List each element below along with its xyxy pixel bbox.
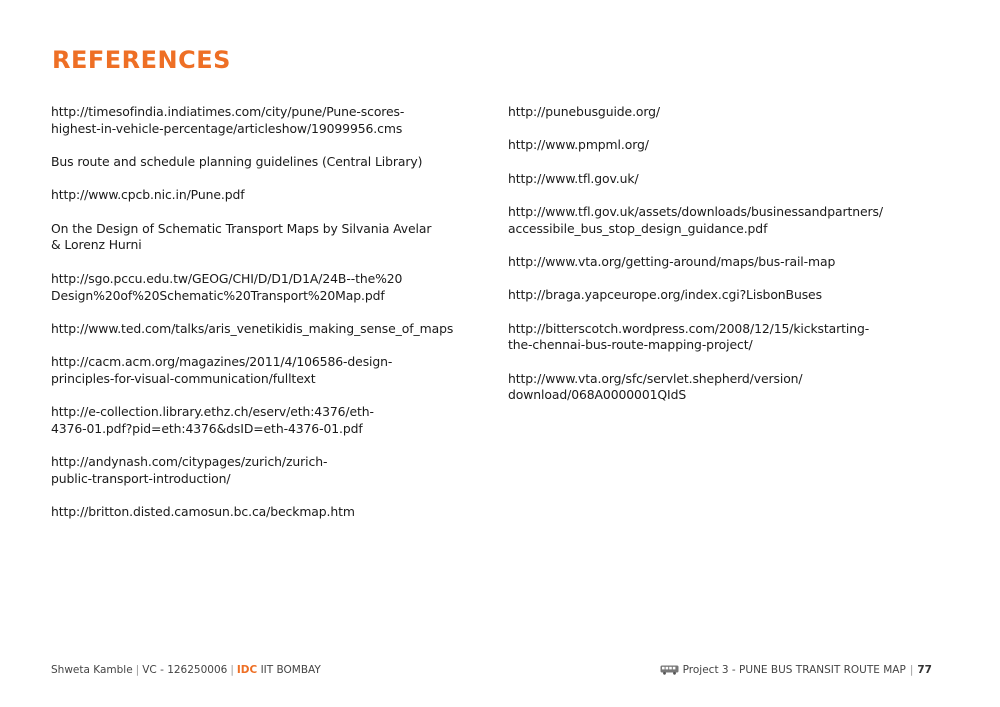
reference-item: http://www.cpcb.nic.in/Pune.pdf [51,187,245,203]
bus-icon [660,665,679,675]
reference-item: http://andynash.com/citypages/zurich/zurich- public-transport-introduction/ [51,454,328,487]
institute-name: IIT BOMBAY [260,664,321,676]
references-column-right [508,104,908,421]
reference-item: http://e-collection.library.ethz.ch/eserv/eth:4376/eth- 4376-01.pdf?pid=eth:4376&dsID=eth-4376-01.pdf [51,404,374,437]
project-title: Project 3 - PUNE BUS TRANSIT ROUTE MAP [682,664,906,676]
reference-item: http://braga.yapceurope.org/index.cgi?LisbonBuses [508,287,822,303]
vc-number: VC - 126250006 [142,664,228,676]
footer-separator: | [135,664,140,676]
reference-item: http://britton.disted.camosun.bc.ca/beckmap.htm [51,504,355,520]
footer-separator: | [230,664,234,676]
reference-item: http://sgo.pccu.edu.tw/GEOG/CHI/D/D1/D1A/24B--the%20 Design%20of%20Schematic%20Transport%20Map.pdf [51,270,403,303]
references-column-left [51,104,471,538]
reference-item: http://www.vta.org/getting-around/maps/bus-rail-map [508,253,836,269]
footer-project [660,664,932,676]
idc-label: IDC [236,664,258,676]
reference-item: On the Design of Schematic Transport Maps by Silvania Avelar & Lorenz Hurni [51,220,432,253]
reference-item: http://punebusguide.org/ [508,104,661,119]
footer-author [51,664,321,676]
reference-item: http://www.vta.org/sfc/servlet.shepherd/version/ download/068A0000001QIdS [508,370,803,403]
reference-item: http://bitterscotch.wordpress.com/2008/12/15/kickstarting- the-chennai-bus-route-mapping-project/ [508,320,870,353]
reference-item: http://www.pmpml.org/ [508,137,649,153]
page-title: REFERENCES [52,46,231,74]
reference-item: http://www.ted.com/talks/aris_venetikidis_making_sense_of_maps [51,320,454,336]
reference-item: http://cacm.acm.org/magazines/2011/4/106586-design- principles-for-visual-communication/fulltext [51,354,393,386]
reference-item: http://timesofindia.indiatimes.com/city/pune/Pune-scores- highest-in-vehicle-percentage/articleshow/19099956.cms [51,104,405,136]
page-number: 77 [917,664,932,676]
reference-item: http://www.tfl.gov.uk/ [508,170,639,186]
reference-item: http://www.tfl.gov.uk/assets/downloads/businessandpartners/ accessibile_bus_stop_design_guidance.pdf [508,203,883,236]
reference-item: Bus route and schedule planning guidelines (Central Library) [51,154,423,170]
author-name: Shweta Kamble [51,664,133,676]
footer-separator: | [909,664,914,676]
